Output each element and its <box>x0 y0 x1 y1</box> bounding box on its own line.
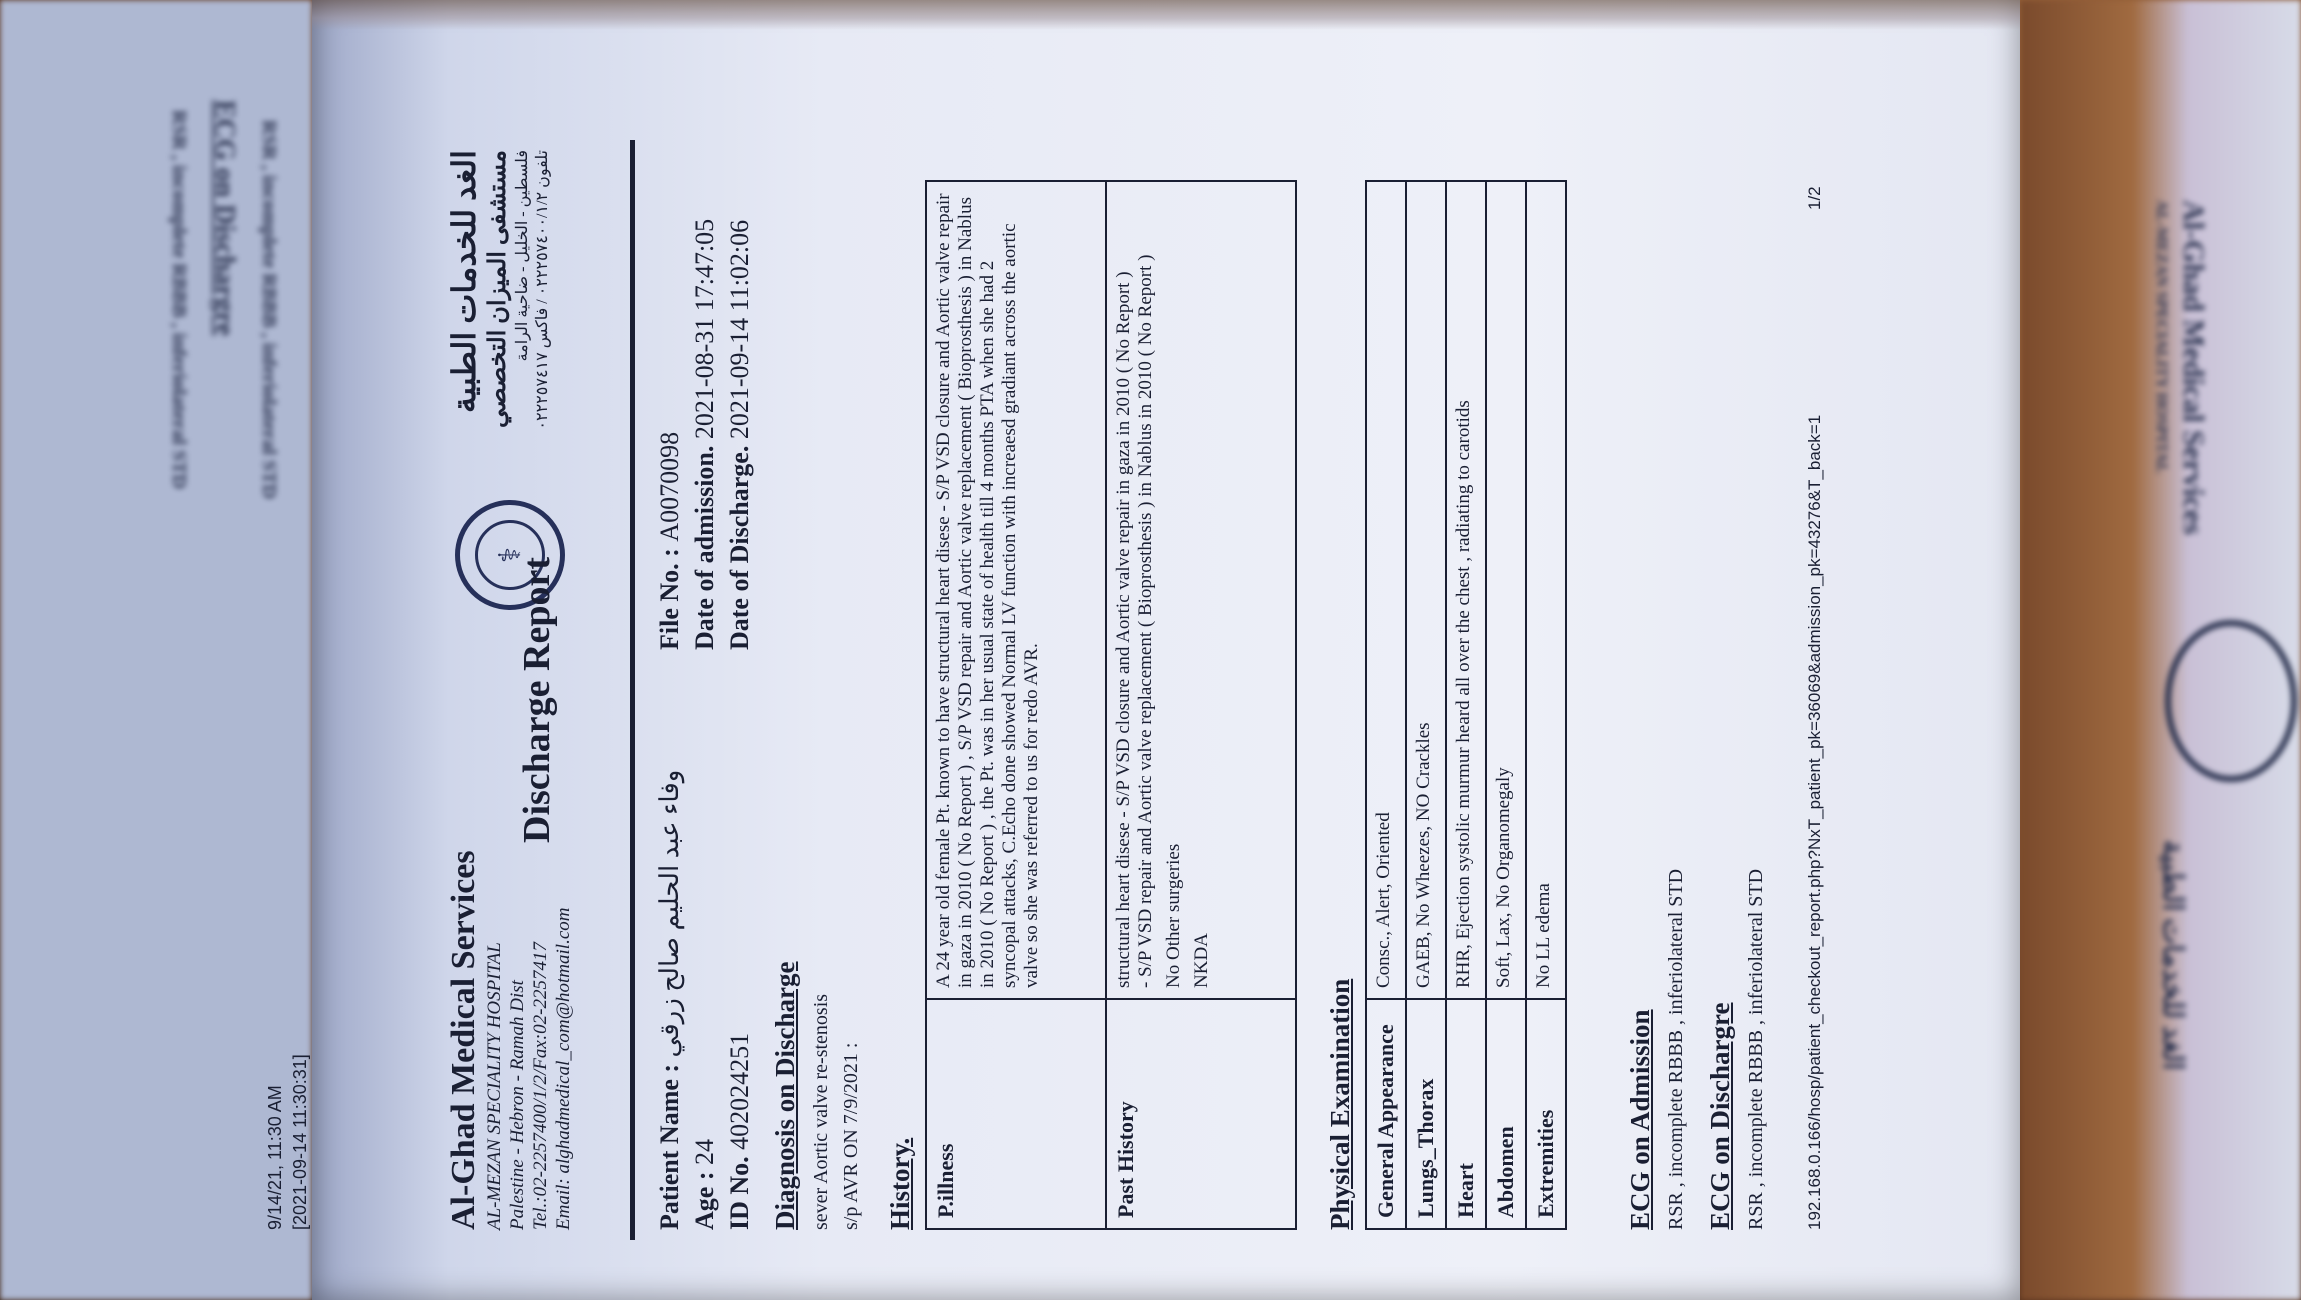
hospital-name-ar: مستشفى الميزان التخصصي <box>485 150 511 429</box>
caduceus-icon: ⚕ <box>475 520 545 590</box>
id-row <box>725 1033 755 1230</box>
patient-name-value: وفاء عبد الحليم صالح زرقي <box>655 769 684 1058</box>
pe-key: Heart <box>1446 999 1486 1229</box>
history-key-pillness: P.illness <box>926 999 1106 1229</box>
physical-exam-table <box>1365 180 1567 1230</box>
header-divider <box>630 140 635 1240</box>
pe-key: Abdomen <box>1486 999 1526 1229</box>
side-right-line-2: AL-MEZAN SPECIALITY HOSPITAL <box>2153 200 2170 474</box>
hospital-name-en: AL-MEZAN SPECIALITY HOSPITAL <box>484 942 505 1230</box>
table-row <box>926 181 1106 1229</box>
table-row <box>1486 181 1526 1229</box>
discharge-label: Date of Discharge. <box>725 445 754 650</box>
age-value: 24 <box>690 1139 719 1166</box>
past-history-line-2: - S/P VSD repair and Aortic valve replacement ( Bioprosthesis ) in Nablus in 2010 ( No Report ) <box>1135 254 1156 988</box>
past-history-line-3: No Other surgeries <box>1163 843 1184 988</box>
print-datetime: 9/14/21, 11:30 AM <box>265 1085 285 1230</box>
print-timestamp: [2021-09-14 11:30:31] <box>290 1054 310 1230</box>
past-history-line-4: NKDA <box>1191 933 1212 988</box>
admission-row <box>690 219 720 650</box>
ecg-discharge-title: ECG on Dischargre <box>1705 1002 1735 1230</box>
diagnosis-line-1: sever Aortic valve re-stenosis <box>810 993 832 1230</box>
side-right-logo <box>2165 620 2297 782</box>
pe-value: GAEB, No Wheezes, NO Crackles <box>1406 181 1446 999</box>
file-row <box>655 432 685 650</box>
patient-name-label: Patient Name : <box>655 1063 684 1230</box>
id-label: ID No. <box>725 1156 754 1230</box>
past-history-line-1: structural heart disese - S/P VSD closure and Aortic valve repair in gaza in 2010 ( No Report ) <box>1113 271 1134 988</box>
discharge-row <box>725 220 755 650</box>
pe-value: No LL edema <box>1526 181 1566 999</box>
age-label: Age : <box>690 1171 719 1230</box>
pe-value: Consc., Alert, Oriented <box>1366 181 1406 999</box>
table-row <box>1366 181 1406 1229</box>
phone-en: Tel.:02-2257400/1/2/Fax:02-2257417 <box>530 942 551 1230</box>
address-ar: فلسطين - الخليل - ضاحية الرامة <box>514 150 531 362</box>
history-table <box>925 180 1297 1230</box>
file-label: File No. : <box>655 548 684 650</box>
report-title: Discharge Report <box>516 557 558 843</box>
side-left-line-2: ECG on Dischargre <box>209 100 240 336</box>
physical-exam-title: Physical Examination <box>1325 978 1355 1230</box>
history-value-pillness: A 24 year old female Pt. known to have structural heart disese - S/P VSD closure and Aortic valve repair in gaza in 2010 ( No Report ) , S/P VSD repair and Aortic valve replacement ( Bioprosthesis ) in Nablus in 2010 ( No Report ) , the Pt. was in her usual state of health till 4 months PTA when she had 2 syncopal attacks, C.Echo done showed Normal LV function with increaesd gradiant across the aortic valve so she was referred to us for redo AVR. <box>926 181 1106 999</box>
side-right-line-1: Al-Ghad Medical Services <box>2177 200 2210 535</box>
admission-value: 2021-08-31 17:47:05 <box>690 218 719 440</box>
email-en: Email: alghadmedical_com@hotmail.com <box>553 907 574 1230</box>
pe-value: RHR, Ejection systolic murmur heard all over the chest , radiating to carotids <box>1446 181 1486 999</box>
pe-key: General Appearance <box>1366 999 1406 1229</box>
diagnosis-title: Diagnosis on Discharge <box>770 961 800 1230</box>
org-name-ar: الغد للخدمات الطبية <box>446 150 482 414</box>
paper-shadow <box>312 0 2020 30</box>
phone-ar: تلفون ٠٢٢٢٥٧٤٠٠/١/٢ / فاكس ٠٢٢٢٥٧٤١٧ <box>534 150 551 430</box>
age-row <box>690 1139 720 1230</box>
address-en: Palestine - Hebron - Ramah Dist <box>507 980 528 1230</box>
side-left-line-1: RSR , incomplete RBBB , inferiolateral STD <box>258 120 280 499</box>
pe-key: Lungs_Thorax <box>1406 999 1446 1229</box>
table-row <box>1406 181 1446 1229</box>
side-left-line-3: RSR , incomplete RBBB , inferiolateral STD <box>168 110 190 489</box>
table-row <box>1106 181 1296 1229</box>
diagnosis-line-2: s/p AVR ON 7/9/2021 : <box>840 1042 862 1230</box>
table-row <box>1526 181 1566 1229</box>
right-blurred-page <box>2020 0 2301 1300</box>
side-right-line-3: الغد للخدمات الطبية <box>2157 840 2188 1071</box>
discharge-value: 2021-09-14 11:02:06 <box>725 219 754 440</box>
discharge-report-document <box>265 150 1985 1250</box>
footer-url: 192.168.0.166/hosp/patient_checkout_report.php?NxT_patient_pk=36069&admission_pk=43276&T_back=1 <box>1805 414 1824 1230</box>
ecg-discharge-text: RSR , incomplete RBBB , inferiolateral STD <box>1745 868 1767 1230</box>
file-value: A0070098 <box>655 431 684 542</box>
footer-page: 1/2 <box>1805 186 1824 210</box>
history-key-past: Past History <box>1106 999 1296 1229</box>
history-title: History. <box>885 1137 915 1230</box>
pe-key: Extremities <box>1526 999 1566 1229</box>
table-row <box>1446 181 1486 1229</box>
ecg-admission-text: RSR , incomplete RBBB , inferiolateral STD <box>1665 868 1687 1230</box>
org-name-en: Al-Ghad Medical Services <box>445 850 482 1230</box>
history-value-past <box>1106 181 1296 999</box>
id-value: 402024251 <box>725 1032 754 1150</box>
admission-label: Date of admission. <box>690 445 719 650</box>
patient-name-row <box>655 770 685 1230</box>
pe-value: Soft, Lax, No Organomegaly <box>1486 181 1526 999</box>
ecg-admission-title: ECG on Admission <box>1625 1009 1655 1230</box>
